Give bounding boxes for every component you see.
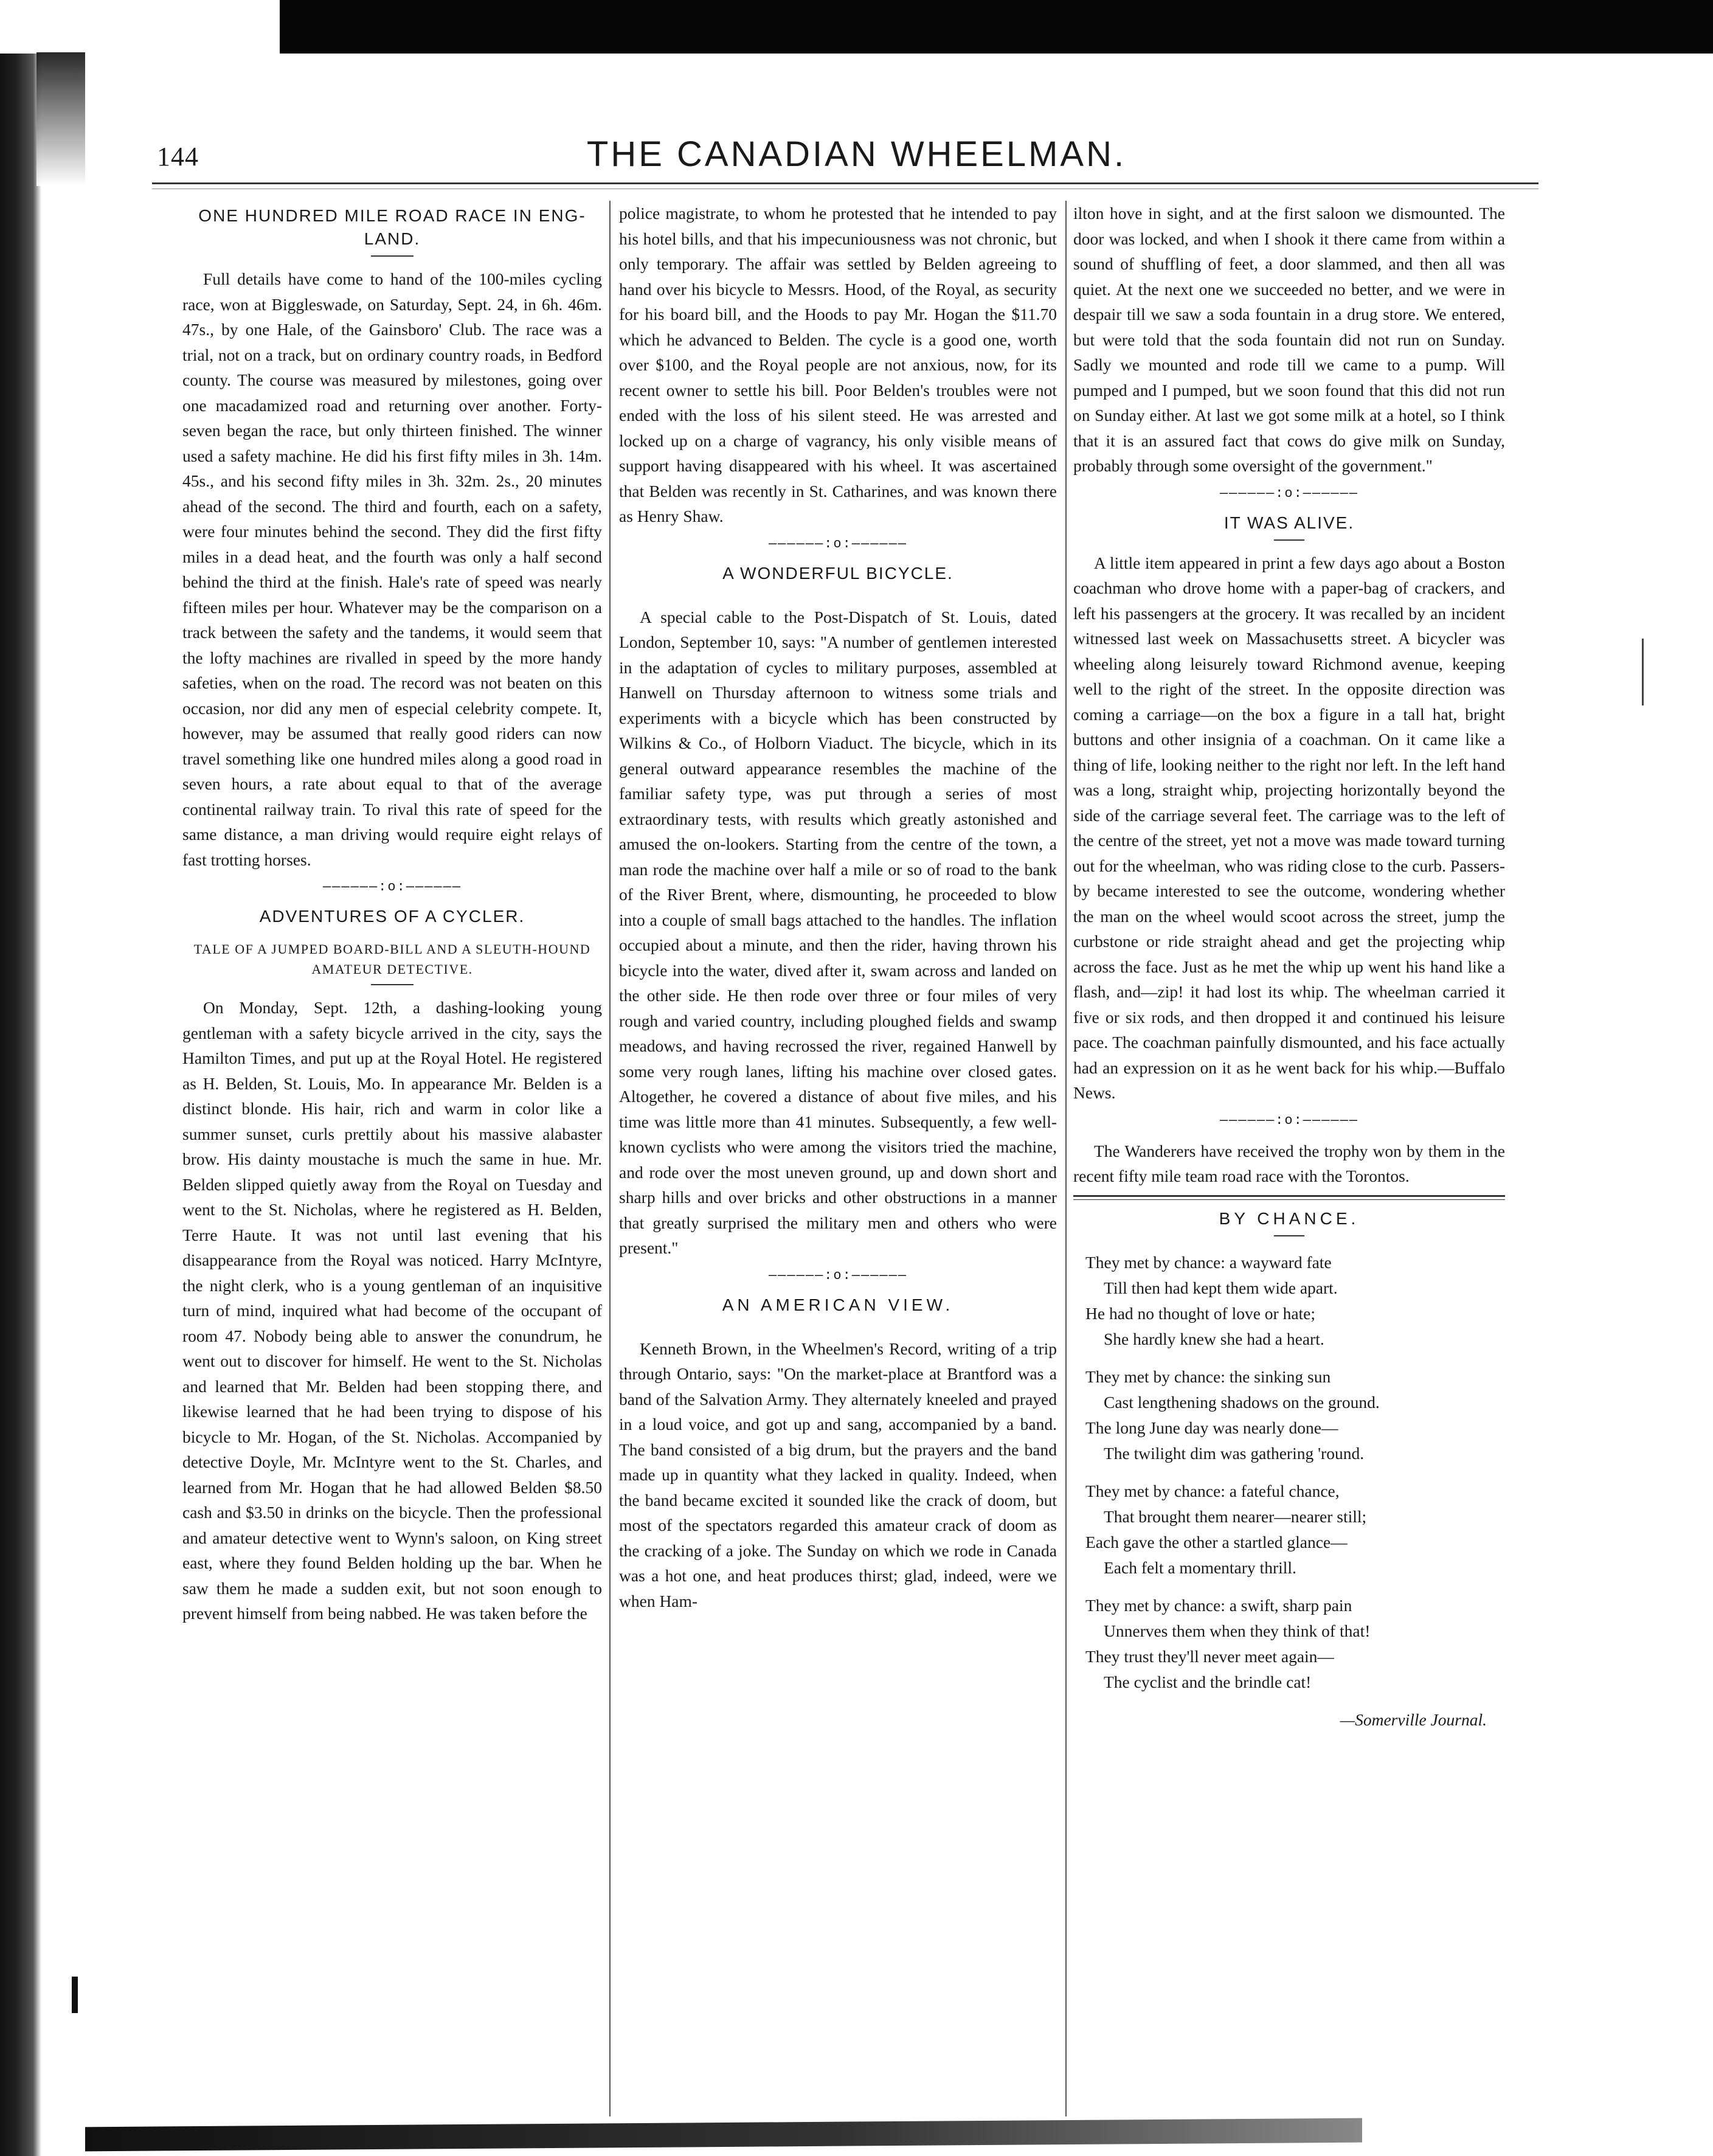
heading-dash bbox=[1274, 1235, 1304, 1236]
poem-line: They met by chance: a fateful chance, bbox=[1085, 1481, 1340, 1500]
article-body-american-view-cont: ilton hove in sight, and at the first saloon we dismounted. The door was locked, and when I shook it there came from within a sound of shuffling of feet, a door slammed, and then all was quiet. At the next one we succeeded no better, and we were in despair till we saw a soda fountain in a drug store. We entered, but were told that the soda fountain did not run on Sunday. Sadly we mounted and rode till we came to a pump. Will pumped and I pumped, but we soon found that this did not run on Sunday either. At last we got some milk at a hotel, so I think that it is an assured fact that cows do give milk on Sunday, probably through some oversight of the government." bbox=[1073, 204, 1505, 475]
article-body-road-race: Full details have come to hand of the 100-miles cycling race, won at Biggleswade, on Saturday, Sept. 24, in 6h. 46m. 47s., by one Hale, of the Gainsboro' Club. The race was a trial, not on a track, but on ordinary country roads, in Bedford county. The course was measured by milestones, going over one macadamized road and returning over another. Forty-seven began the race, but only thirteen finished. The winner used a safety machine. He did his first fifty miles in 3h. 14m. 45s., and his second fifty miles in 3h. 32m. 2s., 20 minutes ahead of the second. The third and fourth, each on a safety, were four minutes behind the second. They did the first fifty miles in a dead heat, and the fourth was only a half second behind the third at the finish. Hale's rate of speed was nearly fifteen miles per hour. Whatever may be the comparison on a track between the safety and the tandems, it would seem that the lofty machines are rivalled in speed by the more handy safeties, when on the road. The record was not beaten on this occasion, nor did any men of especial celebrity compete. It, however, may be assumed that really good riders can now travel something like one hundred miles along a good road in seven hours, a rate about equal to that of the average continental railway train. To rival this rate of speed for the same distance, a man driving would require eight relays of fast trotting horses. bbox=[182, 269, 602, 869]
article-body-adventures: On Monday, Sept. 12th, a dashing-looking young gentleman with a safety bicycle arrived in the city, says the Hamilton Times, and put up at the Royal Hotel. He registered as H. Belden, St. Louis, Mo. In appearance Mr. Belden is a distinct blonde. His hair, rich and warm in color like a summer sunset, curls prettily about his massive alabaster brow. His dainty moustache is much the same in hue. Mr. Belden slipped quietly away from the Royal on Tuesday and went to the St. Nicholas, where he registered as H. Belden, Terre Haute. It was not until last evening that his disappearance from the Royal was noticed. Harry McIntyre, the night clerk, who is a young gentleman of an inquisitive turn of mind, inquired what had become of the occupant of room 47. Nobody being able to answer the conundrum, he went out to discover for himself. He went to the St. Nicholas and learned that Mr. Belden had been stopping there, and likewise learned that he had been trying to dispose of his bicycle to Mr. Hogan, of the St. Nicholas. Accompanied by detective Doyle, Mr. McIntyre went to the St. Charles, and learned from Mr. Hogan that he had allowed Belden $8.50 cash and $3.50 in drinks on the bicycle. Then the professional and amateur detective went to Wynn's saloon, on King street east, where they found Belden holding up the bar. When he saw them he made a sudden exit, but not soon enough to prevent himself from being nabbed. He was taken before the bbox=[182, 998, 602, 1623]
poem-line: She hardly knew she had a heart. bbox=[1104, 1329, 1324, 1348]
heading-dash bbox=[1274, 539, 1304, 541]
header-rule bbox=[152, 182, 1538, 184]
poem-attribution: —Somerville Journal. bbox=[1340, 1710, 1487, 1729]
heading-dash bbox=[371, 984, 414, 985]
scan-artifact bbox=[1642, 639, 1644, 705]
article-body-adventures-cont: police magistrate, to whom he protested that he intended to pay his hotel bills, and that his impecuniousness was not chronic, but only temporary. The affair was settled by Belden agreeing to hand over his bicycle to Messrs. Hood, of the Royal, as security for his board bill, and the Hoods to pay Mr. Hogan the $11.70 which he advanced to Belden. The cycle is a good one, worth over $100, and the Royal people are not anxious, now, for its recent owner to settle his bill. Poor Belden's troubles were not ended with the loss of his silent steed. He was arrested and locked up on a charge of vagrancy, his only visible means of support having disappeared with his wheel. It was ascertained that Belden was recently in St. Catharines, and was known there as Henry Shaw. bbox=[619, 204, 1057, 525]
column-3 bbox=[1073, 201, 1505, 2129]
poem-line: Each gave the other a startled glance— bbox=[1085, 1532, 1348, 1551]
poem-line: The cyclist and the brindle cat! bbox=[1104, 1672, 1312, 1691]
scan-artifact bbox=[72, 1977, 78, 2013]
scan-border-top bbox=[280, 0, 1713, 54]
poem-line: They met by chance: a wayward fate bbox=[1085, 1252, 1332, 1272]
section-divider: ——————:o:—————— bbox=[322, 879, 462, 895]
heading-dash bbox=[371, 255, 414, 257]
poem-line: Cast lengthening shadows on the ground. bbox=[1104, 1392, 1380, 1412]
section-divider: ——————:o:—————— bbox=[1219, 1112, 1359, 1128]
scan-border-left bbox=[0, 54, 41, 2156]
section-divider: ——————:o:—————— bbox=[768, 536, 908, 552]
poem-line: Unnerves them when they think of that! bbox=[1104, 1621, 1371, 1640]
double-rule bbox=[1073, 1195, 1505, 1200]
poem-by-chance bbox=[1085, 1250, 1505, 1733]
poem-line: They trust they'll never meet again— bbox=[1085, 1646, 1334, 1666]
column-2 bbox=[619, 201, 1057, 2129]
page-number: 144 bbox=[157, 142, 199, 172]
poem-line: Till then had kept them wide apart. bbox=[1104, 1278, 1338, 1297]
article-subheading-adventures: TALE OF A JUMPED BOARD-BILL AND A SLEUTH-HOUND AMATEUR DETECTIVE. bbox=[193, 941, 591, 977]
poem-stanza bbox=[1085, 1364, 1505, 1466]
poem-line: That brought them nearer—nearer still; bbox=[1104, 1506, 1367, 1526]
news-item-wanderers: The Wanderers have received the trophy won by them in the recent fifty mile team road race with the Torontos. bbox=[1073, 1141, 1505, 1185]
article-heading-it-was-alive: IT WAS ALIVE. bbox=[1223, 513, 1355, 532]
poem-title: BY CHANCE. bbox=[1219, 1208, 1360, 1228]
poem-stanza bbox=[1085, 1478, 1505, 1581]
column-separator bbox=[1065, 201, 1067, 2116]
article-body-it-was-alive: A little item appeared in print a few days ago about a Boston coachman who drove home with a paper-bag of crackers, and left his passengers at the grocery. It was recalled by an incident witnessed last week on Massachusetts street. A bicycler was wheeling along leisurely toward Richmond avenue, keeping well to the right of the street. In the opposite direction was coming a carriage—on the box a figure in a tall hat, bright buttons and other insignia of a coachman. On it came like a thing of life, looking neither to the right nor left. In the left hand was a long, straight whip, projecting horizontally beyond the side of the carriage several feet. The carriage was to the left of the centre of the street, yet not a move was made toward turning out for the wheelman, who was riding close to the curb. Passers-by became interested to see the outcome, wondering whether the man on the wheel would scoot across the street, jump the curbstone or ride straight ahead and get the projecting whip across the face. Just as he met the whip up went his hand like a flash, and—zip! it had lost its whip. The wheelman carried it five or six rods, and then dropped it and continued his leisure pace. The coachman painfully dismounted, and his face actually had an expression on it as he went back for his whip.—Buffalo News. bbox=[1073, 553, 1505, 1102]
poem-line: They met by chance: the sinking sun bbox=[1085, 1367, 1331, 1386]
poem-line: The long June day was nearly done— bbox=[1085, 1418, 1338, 1437]
section-divider: ——————:o:—————— bbox=[768, 1267, 908, 1283]
article-heading-adventures: ADVENTURES OF A CYCLER. bbox=[259, 907, 525, 926]
article-heading-american-view: AN AMERICAN VIEW. bbox=[722, 1295, 954, 1314]
poem-line: They met by chance: a swift, sharp pain bbox=[1085, 1595, 1352, 1615]
article-body-wonderful-bicycle: A special cable to the Post-Dispatch of St. Louis, dated London, September 10, says: "A number of gentlemen interested in the adaptation of cycles to military purposes, assembled at Hanwell on Thursday afternoon to witness some trials and experiments with a bicycle which has been constructed by Wilkins & Co., of Holborn Viaduct. The bicycle, which in its general outward appearance resembles the machine of the familiar safety type, was put through a series of most extraordinary tests, with results which greatly astonished and amused the on-lookers. Starting from the centre of the town, a man rode the machine over half a mile or so of road to the bank of the River Brent, where, dismounting, he proceeded to blow into a couple of small bags attached to the handles. The inflation occupied about a minute, and then the rider, having thrown his bicycle into the water, dived after it, swam across and landed on the other side. He then rode over three or four miles of very rough and varied country, including ploughed fields and swamp meadows, and having recrossed the river, regained Hanwell by some very rough lanes, lifting his machine over closed gates. Altogether, he covered a distance of about five miles, and his time was little more than 41 minutes. Subsequently, a few well-known cyclists who were among the visitors tried the machine, and rode over the most uneven ground, up and down short and sharp hills and over bricks and other obstructions in a manner that greatly surprised the military men and others who were present." bbox=[619, 607, 1057, 1257]
article-body-american-view: Kenneth Brown, in the Wheelmen's Record, writing of a trip through Ontario, says: "On the market-place at Brantford was a band of the Salvation Army. They alternately kneeled and prayed in a loud voice, and got up and sang, accompanied by a band. The band consisted of a big drum, but the prayers and the band made up in quantity what they lacked in quality. Indeed, when the band became excited it sounded like the crack of doom, but most of the spectators regarded this amateur crack of doom as the cracking of a joke. The Sunday on which we rode in Canada was a hot one, and heat produces thirst; glad, indeed, were we when Ham- bbox=[619, 1339, 1057, 1610]
poem-line: The twilight dim was gathering 'round. bbox=[1104, 1443, 1365, 1463]
article-heading-road-race: ONE HUNDRED MILE ROAD RACE IN ENG- LAND. bbox=[198, 206, 586, 248]
poem-stanza bbox=[1085, 1250, 1505, 1352]
article-heading-wonderful-bicycle: A WONDERFUL BICYCLE. bbox=[722, 563, 953, 583]
poem-stanza bbox=[1085, 1593, 1505, 1695]
column-1 bbox=[182, 201, 602, 2129]
section-divider: ——————:o:—————— bbox=[1219, 485, 1359, 501]
poem-line: He had no thought of love or hate; bbox=[1085, 1303, 1316, 1323]
masthead-title: THE CANADIAN WHEELMAN. bbox=[586, 134, 1127, 174]
column-separator bbox=[609, 201, 611, 2116]
poem-line: Each felt a momentary thrill. bbox=[1104, 1558, 1296, 1577]
